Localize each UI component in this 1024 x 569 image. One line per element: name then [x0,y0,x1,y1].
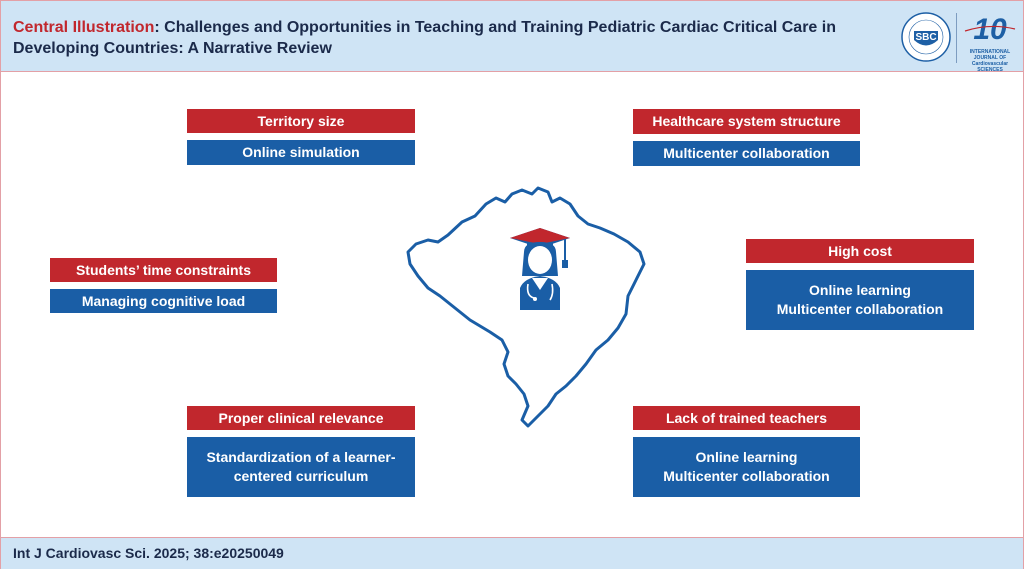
opportunity-multicenter-collaboration: Multicenter collaboration [633,141,860,166]
title-text: : Challenges and Opportunities in Teaching and Training Pediatric Cardiac Critical Care in Developing Countries: A Narrative Review [13,19,836,57]
opportunity-high-cost: Online learning Multicenter collaboration [746,270,974,330]
challenge-healthcare-system: Healthcare system structure [633,109,860,134]
sbc-logo-text: SBC [915,32,937,43]
challenge-time-constraints: Students’ time constraints [50,258,277,282]
header-bar [1,1,1023,72]
anniversary-logo-icon [961,9,1019,49]
challenge-high-cost: High cost [746,239,974,263]
opportunity-curriculum: Standardization of a learner- centered curriculum [187,437,415,497]
opportunity-cognitive-load: Managing cognitive load [50,289,277,313]
challenge-territory-size: Territory size [187,109,415,133]
challenge-clinical-relevance: Proper clinical relevance [187,406,415,430]
journal-name: INTERNATIONAL JOURNAL OF Cardiovascular SCIENCES [969,49,1011,73]
logo-divider [956,13,957,63]
opportunity-trained-teachers: Online learning Multicenter collaboration [633,437,860,497]
page-title [13,17,853,59]
logos [899,9,1019,73]
citation: Int J Cardiovasc Sci. 2025; 38:e20250049 [13,545,284,561]
challenge-trained-teachers: Lack of trained teachers [633,406,860,430]
footer-bar [1,537,1023,569]
anniversary-number: 10 [973,13,1007,46]
opportunity-online-simulation: Online simulation [187,140,415,165]
title-accent: Central Illustration [13,19,155,36]
sbc-logo-icon [899,9,955,65]
brazil-map-icon [400,180,650,440]
